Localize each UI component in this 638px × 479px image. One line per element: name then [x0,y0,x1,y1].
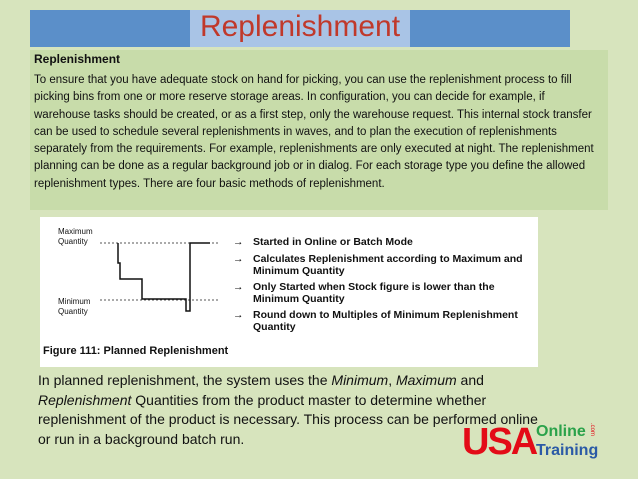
bullet-text: Only Started when Stock figure is lower than the Minimum Quantity [253,281,495,305]
slide-title: Replenishment [199,10,401,43]
body-term-maximum: Maximum [395,372,457,388]
stock-level-graph [40,217,220,327]
logo-usa-text: USA [462,421,537,463]
bullet-text: Calculates Replenishment according to Maximum and Minimum Quantity [253,253,523,277]
body-text-separator: , [388,372,396,388]
arrow-icon: → [233,236,244,248]
bullet-text: Round down to Multiples of Minimum Replenishment Quantity [253,309,518,333]
intro-paragraph: To ensure that you have adequate stock on hand for picking, you can use the replenishment process to fill picking bins from one or more reserve storage areas. In configuration, you can decide for example, if warehouse tasks should be created, or as a first step, only the warehouse request. This internal stock transfer can be used to schedule several replenishments in waves, and to plan the execution of replenishments separately from the requirements. For example, replenishments are only executed at night. The replenishment planning can be done as a regular background job or in dialog. For each storage type you define the allowed replenishment types. There are four basic methods of replenishment. [34,74,594,190]
body-term-minimum: Minimum [331,372,389,388]
stock-level-line [118,243,210,311]
section-heading: Replenishment [34,52,121,66]
body-term-replenishment: Replenishment [38,391,132,408]
replenishment-figure [40,217,538,367]
max-quantity-label: Maximum Quantity [58,227,93,246]
body-text-separator: and [456,372,484,388]
usa-online-training-logo [462,420,602,464]
body-text-rest: Quantities from the product master to determine whether replenishment of the product is necessary. This process can be performed online or run in a background batch run. [38,391,538,447]
logo-online-text: Online [536,423,586,440]
arrow-icon: → [233,281,244,293]
arrow-icon: → [233,309,244,321]
logo-training-text: Training [536,442,599,459]
arrow-icon: → [233,253,244,265]
body-text-prefix: In planned replenishment, the system uses the [38,372,332,388]
bullet-text: Started in Online or Batch Mode [253,236,413,248]
logo-com-text: .com [589,423,595,437]
min-quantity-label: Minimum Quantity [58,297,91,316]
figure-caption: Figure 111: Planned Replenishment [43,345,229,357]
